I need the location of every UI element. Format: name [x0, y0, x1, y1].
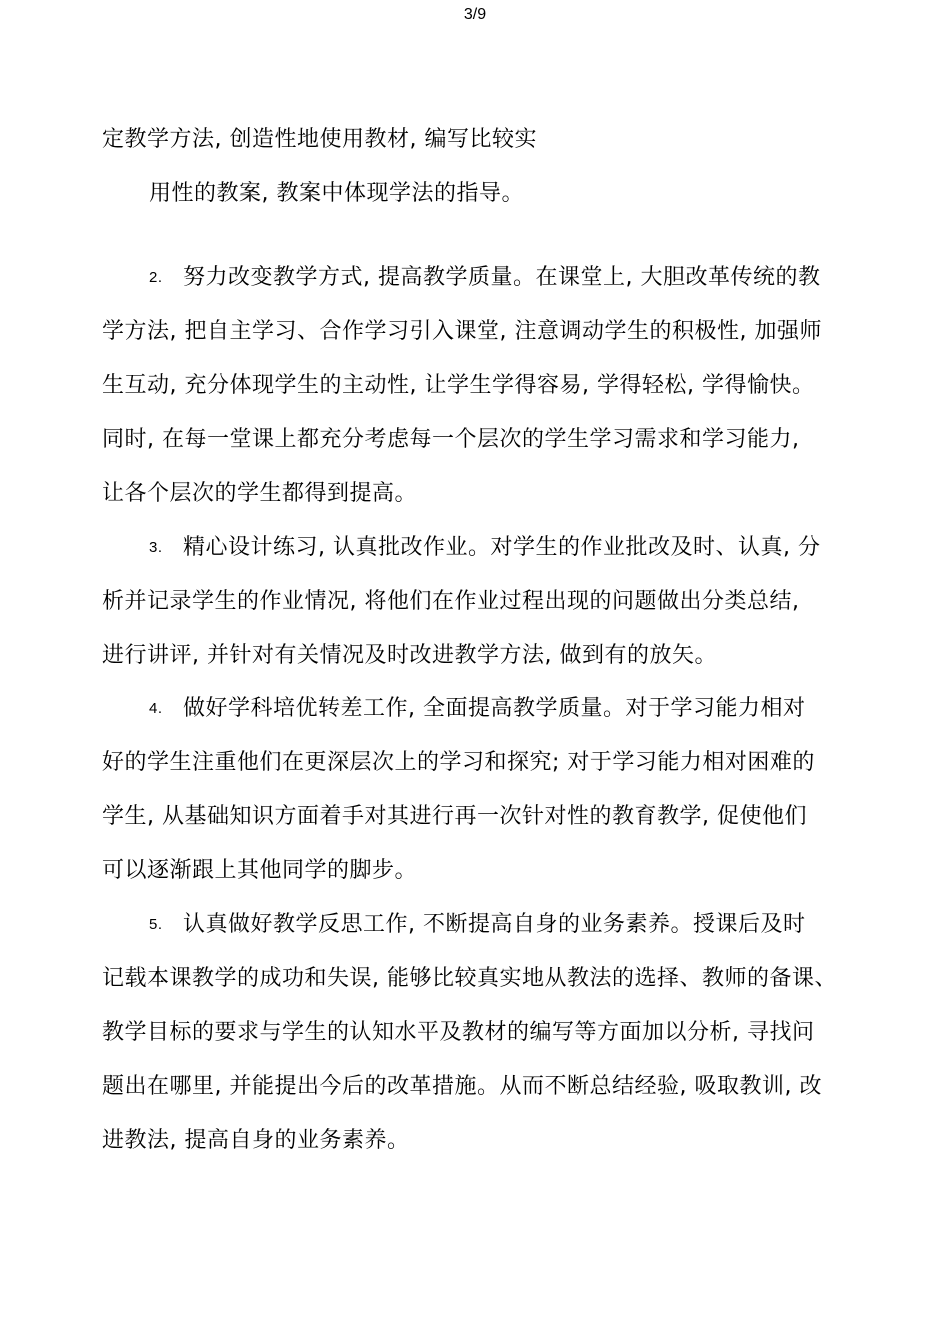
text-line: 教学目标的要求与学生的认知水平及教材的编写等方面加以分析, 寻找问 — [102, 1020, 815, 1045]
item-number: 4. — [149, 700, 163, 717]
text-line: 析并记录学生的作业情况, 将他们在作业过程出现的问题做出分类总结, — [102, 589, 800, 614]
text-line: 记载本课教学的成功和失误, 能够比较真实地从教法的选择、教师的备课、 — [102, 966, 837, 991]
text-line: 可以逐渐跟上其他同学的脚步。 — [102, 858, 418, 883]
text-segment: 认真做好教学反思工作, 不断提高自身的业务素养。授课后及时 — [183, 912, 806, 937]
text-segment: 做好学科培优转差工作, 全面提高教学质量。对于学习能力相对 — [183, 696, 806, 721]
paragraph-item-5-first-line — [149, 911, 806, 939]
item-number: 3. — [149, 539, 163, 556]
paragraph-item-4-first-line — [149, 695, 806, 723]
text-line: 题出在哪里, 并能提出今后的改革措施。从而不断总结经验, 吸取教训, 改 — [102, 1074, 822, 1099]
text-line: 进行讲评, 并针对有关情况及时改进教学方法, 做到有的放矢。 — [102, 643, 717, 668]
text-line: 定教学方法, 创造性地使用教材, 编写比较实 — [102, 127, 537, 152]
text-line: 进教法, 提高自身的业务素养。 — [102, 1128, 410, 1153]
text-line: 生互动, 充分体现学生的主动性, 让学生学得容易, 学得轻松, 学得愉快。 — [102, 373, 815, 398]
paragraph-item-3-first-line — [149, 534, 820, 562]
text-line: 同时, 在每一堂课上都充分考虑每一个层次的学生学习需求和学习能力, — [102, 427, 800, 452]
text-line: 学生, 从基础知识方面着手对其进行再一次针对性的教育教学, 促使他们 — [102, 804, 807, 829]
paragraph-item-2-first-line — [149, 264, 820, 292]
item-number: 5. — [149, 916, 163, 933]
text-line: 用性的教案, 教案中体现学法的指导。 — [149, 181, 524, 206]
item-number: 2. — [149, 269, 163, 286]
text-segment: 努力改变教学方式, 提高教学质量。在课堂上, 大胆改革传统的教 — [183, 265, 821, 290]
page-number: 3/9 — [463, 6, 487, 23]
text-line: 好的学生注重他们在更深层次上的学习和探究; 对于学习能力相对困难的 — [102, 750, 815, 775]
text-line: 学方法, 把自主学习、合作学习引入课堂, 注意调动学生的积极性, 加强师 — [102, 319, 822, 344]
text-line: 让各个层次的学生都得到提高。 — [102, 481, 418, 506]
text-segment: 精心设计练习, 认真批改作业。对学生的作业批改及时、认真, 分 — [183, 535, 821, 560]
